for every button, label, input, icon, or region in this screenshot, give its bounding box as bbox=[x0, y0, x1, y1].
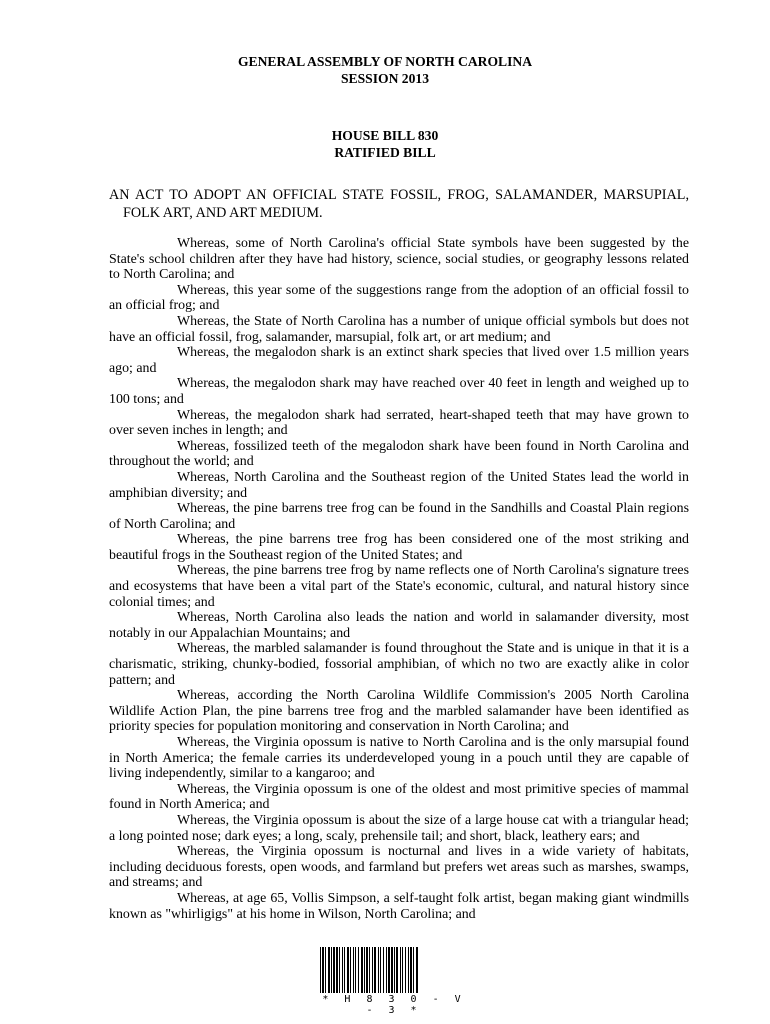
barcode-bar bbox=[366, 947, 368, 993]
barcode-bar bbox=[400, 947, 401, 993]
barcode-bar bbox=[364, 947, 365, 993]
session-heading: SESSION 2013 bbox=[340, 71, 429, 86]
barcode-bar bbox=[396, 947, 398, 993]
whereas-clause: Whereas, the pine barrens tree frog can be found in the Sandhills and Coastal Plain regions of North Carolina; and bbox=[109, 501, 689, 532]
bill-status-heading: RATIFIED BILL bbox=[334, 145, 436, 160]
whereas-clause: Whereas, the pine barrens tree frog has been considered one of the most striking and beautiful frogs in the Southeast region of the United States; and bbox=[109, 532, 689, 563]
whereas-clause: Whereas, the megalodon shark is an extinct shark species that lived over 1.5 million years ago; and bbox=[109, 345, 689, 376]
whereas-clause: Whereas, fossilized teeth of the megalodon shark have been found in North Carolina and throughout the world; and bbox=[109, 438, 689, 470]
whereas-clause: Whereas, North Carolina also leads the nation and world in salamander diversity, most notably in our Appalachian Mountains; and bbox=[109, 610, 689, 641]
barcode-bar bbox=[331, 947, 332, 993]
act-title: AN ACT TO ADOPT AN OFFICIAL STATE FOSSIL, FROG, SALAMANDER, MARSUPIAL, FOLK ART, AND ART MEDIUM. bbox=[109, 187, 689, 221]
barcode-bar bbox=[386, 947, 387, 993]
barcode-bar bbox=[320, 947, 321, 993]
barcode-bar bbox=[353, 947, 354, 993]
barcode-bar bbox=[405, 947, 406, 993]
barcode-bar bbox=[374, 947, 376, 993]
barcode-bar bbox=[391, 947, 393, 993]
barcode-bar bbox=[369, 947, 370, 993]
barcode-bar bbox=[361, 947, 363, 993]
whereas-clause: Whereas, the pine barrens tree frog by name reflects one of North Carolina's signature trees and ecosystems that have been a vital part of the State's economic, cultural, and natural history since colonial times; and bbox=[109, 563, 689, 610]
barcode-bar bbox=[416, 947, 418, 993]
barcode-bar bbox=[372, 947, 373, 993]
barcode-bar bbox=[380, 947, 381, 993]
document-header bbox=[0, 53, 770, 87]
whereas-clause: Whereas, the Virginia opossum is nocturnal and lives in a wide variety of habitats, including deciduous forests, open woods, and farmland but prefers wet areas such as marshes, swamps, and streams; and bbox=[109, 844, 689, 891]
bill-header bbox=[0, 127, 770, 161]
whereas-clause: Whereas, at age 65, Vollis Simpson, a self-taught folk artist, began making giant windmills known as "whirligigs" at his home in Wilson, North Carolina; and bbox=[109, 890, 689, 922]
barcode-bar bbox=[333, 947, 335, 993]
whereas-clause: Whereas, the State of North Carolina has a number of unique official symbols but does not have an official fossil, frog, salamander, marsupial, folk art, or art medium; and bbox=[109, 313, 689, 345]
whereas-clause: Whereas, the Virginia opossum is native to North Carolina and is the only marsupial found in North America; the female carries its underdeveloped young in a pouch until they are capable of living independently, similar to a kangaroo; and bbox=[109, 735, 689, 782]
bill-number-heading: HOUSE BILL 830 bbox=[331, 128, 439, 143]
barcode-bar bbox=[336, 947, 338, 993]
barcode-bar bbox=[325, 947, 326, 993]
barcode-icon bbox=[318, 947, 470, 993]
barcode-bar bbox=[408, 947, 409, 993]
barcode-bar bbox=[328, 947, 330, 993]
barcode-bar bbox=[388, 947, 390, 993]
barcode-bar bbox=[383, 947, 384, 993]
whereas-clause: Whereas, some of North Carolina's official State symbols have been suggested by the State's school children after they have had history, science, social studies, or geography lessons related to North Carolina; and bbox=[109, 236, 689, 283]
assembly-heading: GENERAL ASSEMBLY OF NORTH CAROLINA bbox=[237, 54, 533, 69]
barcode bbox=[318, 947, 470, 1016]
barcode-bar bbox=[322, 947, 324, 993]
barcode-bar bbox=[358, 947, 359, 993]
whereas-clause: Whereas, the megalodon shark had serrated, heart-shaped teeth that may have grown to over seven inches in length; and bbox=[109, 407, 689, 439]
whereas-clause: Whereas, the marbled salamander is found throughout the State and is unique in that it is a charismatic, striking, chunky-bodied, fossorial amphibian, of which no two are exactly alike in color pattern; and bbox=[109, 641, 689, 688]
whereas-clause: Whereas, the Virginia opossum is about the size of a large house cat with a triangular head; a long pointed nose; dark eyes; a long, scaly, prehensile tail; and short, black, leathery ears; and bbox=[109, 812, 689, 844]
barcode-bar bbox=[347, 947, 349, 993]
barcode-bar bbox=[350, 947, 351, 993]
barcode-bar bbox=[413, 947, 414, 993]
barcode-bar bbox=[378, 947, 379, 993]
whereas-clause: Whereas, the megalodon shark may have reached over 40 feet in length and weighed up to 100 tons; and bbox=[109, 376, 689, 407]
barcode-bar bbox=[344, 947, 345, 993]
barcode-bar bbox=[339, 947, 340, 993]
whereas-clause: Whereas, North Carolina and the Southeast region of the United States lead the world in amphibian diversity; and bbox=[109, 469, 689, 501]
whereas-clause: Whereas, this year some of the suggestions range from the adoption of an official fossil to an official frog; and bbox=[109, 282, 689, 314]
whereas-clause: Whereas, the Virginia opossum is one of the oldest and most primitive species of mammal found in North America; and bbox=[109, 781, 689, 813]
barcode-bar bbox=[410, 947, 412, 993]
whereas-clause: Whereas, according the North Carolina Wildlife Commission's 2005 North Carolina Wildlife Action Plan, the pine barrens tree frog and the marbled salamander have been identified as priority species for population monitoring and conservation in North Carolina; and bbox=[109, 688, 689, 735]
barcode-bar bbox=[402, 947, 403, 993]
whereas-clauses bbox=[109, 236, 689, 922]
barcode-bar bbox=[342, 947, 343, 993]
barcode-bar bbox=[355, 947, 356, 993]
barcode-bar bbox=[394, 947, 395, 993]
barcode-label: * H 8 3 0 - V - 3 * bbox=[322, 994, 466, 1016]
